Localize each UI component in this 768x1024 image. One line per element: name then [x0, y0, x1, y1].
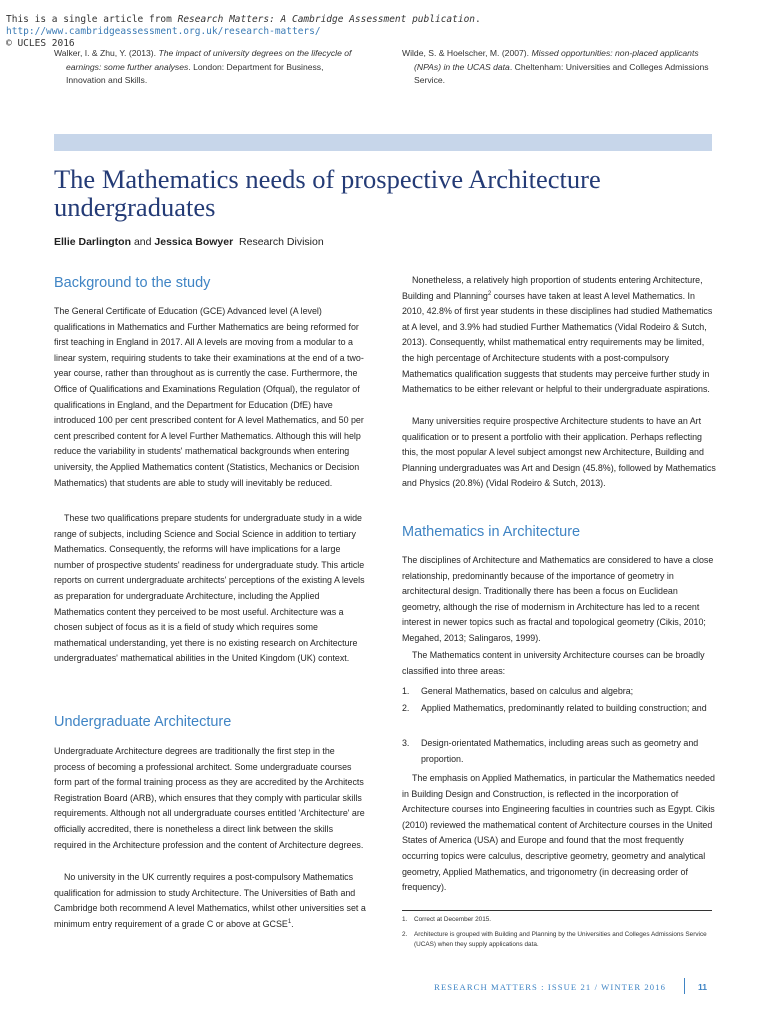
byline-and: and: [133, 236, 152, 248]
ref-left-title: The impact of university degrees on the lifecycle of earnings: some further analyses: [66, 48, 352, 72]
footnote-text: Correct at December 2015.: [414, 916, 492, 923]
list-item-number: 1.: [402, 686, 410, 696]
list-item-number: 2.: [402, 703, 410, 713]
byline: [54, 236, 324, 248]
list-item-number: 3.: [402, 738, 410, 748]
source-note-prefix: This is a single article from: [6, 14, 178, 25]
article-title: The Mathematics needs of prospective Architecture undergraduates: [54, 164, 601, 222]
list-item-text: Applied Mathematics, predominantly related to building construction; and: [421, 703, 707, 713]
ref-right-lead: Wilde, S. & Hoelscher, M. (2007).: [402, 48, 532, 58]
ref-left-tail: . London: Department for Business, Innovation and Skills.: [66, 61, 324, 85]
paragraph-applied-emphasis: The emphasis on Applied Mathematics, in particular the Mathematics needed in Building Design and Construction, is reflected in the incorporation of Architecture courses into Engineering faculties in countries such as Egypt. Cikis (2010) reviewed the mathematical content of Architecture courses in the United States of America (USA) and Europe and found that the most frequently occurring topics were calculus, descriptive geometry, geometry and analytical geometry, Applied Mathematics, and trigonometry (in decreasing order of frequency).: [402, 773, 715, 893]
source-note-sep: .: [475, 14, 481, 25]
ref-right-tail: . Cheltenham: Universities and Colleges Admissions Service.: [414, 61, 709, 85]
heading-undergraduate-architecture: Undergraduate Architecture: [54, 714, 232, 730]
footnote-2: [402, 930, 712, 949]
paragraph-content-areas: The Mathematics content in university Architecture courses can be broadly classified into three areas:: [402, 650, 705, 676]
list-item: [402, 684, 716, 700]
footnote-number: 2.: [402, 931, 408, 938]
footer-separator: [684, 978, 685, 994]
copyright-line: © UCLES 2016: [6, 38, 75, 49]
paragraph-disciplines: The disciplines of Architecture and Mathematics are considered to have a close relationship, predominantly because of the importance of geometry in architectural design. Traditionally there has been a focus on Euclidean geometry, although the rise of modernism in Architecture has led to a recent interest in newer topics such as fractal and topological geometry (Cikis, 2010; Megahed, 2013; Salingaros, 1999).: [402, 555, 714, 643]
paragraph-undergraduate-1: Undergraduate Architecture degrees are traditionally the first step in the process of becoming a professional architect. Some undergraduate courses form part of the formal training process as they are accredited by the Architects Registration Board (ARB), which ensures that they comply with particular skills requirements. Although not all undergraduate courses entitled 'Architecture' are officially accredited, there is nonetheless a direct link between the skills required in the Architecture profession and the content of Architecture degrees.: [54, 746, 365, 850]
footnote-text: Architecture is grouped with Building and Planning by the Universities and Colleges Admissions Service (UCAS) when they supply applications data.: [414, 931, 707, 948]
footer-journal: RESEARCH MATTERS : ISSUE 21 / WINTER 2016: [434, 982, 666, 992]
heading-background: Background to the study: [54, 275, 211, 291]
paragraph-undergraduate-2: [54, 870, 368, 932]
ref-right-title: Missed opportunities: non-placed applicants (NPAs) in the UCAS data: [414, 48, 699, 72]
paragraph-undergraduate-2-text: No university in the UK currently requires a post-compulsory Mathematics qualification for admission to study Architecture. The Universities of Bath and Cambridge both recommend A level Mathematics, whilst other universities set a minimum entry requirement of a grade C or above at GCSE: [54, 872, 366, 929]
paragraph-nonetheless: [402, 273, 716, 398]
paragraph-art-qualification: Many universities require prospective Architecture students to have an Art qualification or to present a portfolio with their application. Perhaps reflecting this, the most popular A level subject amongst new Architecture, Building and Planning undergraduates was Art and Design (45.8%), followed by Mathematics and Physics (20.8%) (Vidal Rodeiro & Sutch, 2013).: [402, 416, 716, 489]
footnote-1: [402, 915, 712, 925]
author-division: Research Division: [239, 236, 324, 248]
source-note: [6, 14, 746, 50]
paragraph-background-1: The General Certificate of Education (GCE) Advanced level (A level) qualifications in Mathematics and Further Mathematics are being reformed for first teaching in England in 2017. All A levels are moving from a modular to a linear system, requiring students to take their examinations at the end of a two-year course, rather than throughout as is currently the case. Furthermore, the Office of Qualifications and Examinations Regulation (Ofqual), the regulator of qualifications in England, and the Department for Education (DfE) have introduced 100 per cent prescribed content for A level Mathematics, and 50 per cent prescribed content for A level Further Mathematics. Although this will help reduce the variability in students' mathematical backgrounds when entering university, the Applied Mathematics content (Statistics, Mechanics or Decision Mathematics) that students are able to study will inevitably be reduced.: [54, 306, 364, 488]
paragraph-nonetheless-b: courses have taken at least A level Mathematics. In 2010, 42.8% of first year students in these disciplines had studied Mathematics at A level, and 3.9% had studied Further Mathematics (Vidal Rodeiro & Sutch, 2013). Consequently, whilst mathematical entry requirements may be limited, the high percentage of Architecture students with a post-compulsory Mathematics qualification suggests that students may perceive further study in Mathematics to be either relevant or helpful to their undergraduate aspirations.: [402, 290, 713, 395]
author-1: Ellie Darlington: [54, 236, 132, 248]
list-item: [402, 736, 716, 767]
page-number: 11: [698, 982, 708, 992]
heading-mathematics-in-architecture: Mathematics in Architecture: [402, 524, 581, 540]
footnote-rule: [402, 910, 712, 911]
reference-right: [402, 47, 712, 88]
footnote-number: 1.: [402, 916, 408, 923]
paragraph-undergraduate-2-end: .: [291, 918, 294, 929]
source-note-line1: [6, 14, 746, 38]
list-item-text: General Mathematics, based on calculus and algebra;: [421, 686, 634, 696]
source-note-publication: Research Matters: A Cambridge Assessment publication: [177, 14, 476, 25]
footnote-ref-2[interactable]: 2: [487, 290, 492, 297]
list-item: [402, 701, 716, 717]
paragraph-nonetheless-a: Nonetheless, a relatively high proportion of students entering Architecture, Building and Planning: [402, 275, 703, 301]
ref-left-lead: Walker, I. & Zhu, Y. (2013).: [54, 48, 159, 58]
paragraph-background-2: These two qualifications prepare students for undergraduate study in a wide range of subjects, including Science and Social Science in addition to tertiary Mathematics. Consequently, the reforms will have implications for a large number of prospective students' readiness for undergraduate study. This article reports on current undergraduate architects' perceptions of the existing A levels as preparation for undergraduate Architecture, including the Applied Mathematics content they perceived to be most useful. Architecture was a chosen subject of focus as it is a field of study which requires some mathematical understanding, yet there is no existing research on Architecture undergraduates' mathematical abilities in the United Kingdom (UK) context.: [54, 513, 365, 664]
footnote-ref-1[interactable]: 1: [287, 918, 292, 925]
list-item-text: Design-orientated Mathematics, including areas such as geometry and proportion.: [421, 738, 699, 764]
source-url-link[interactable]: http://www.cambridgeassessment.org.uk/research-matters/: [6, 26, 321, 37]
author-2: Jessica Bowyer: [154, 236, 234, 248]
title-band: [54, 134, 712, 151]
reference-left: [54, 47, 354, 88]
